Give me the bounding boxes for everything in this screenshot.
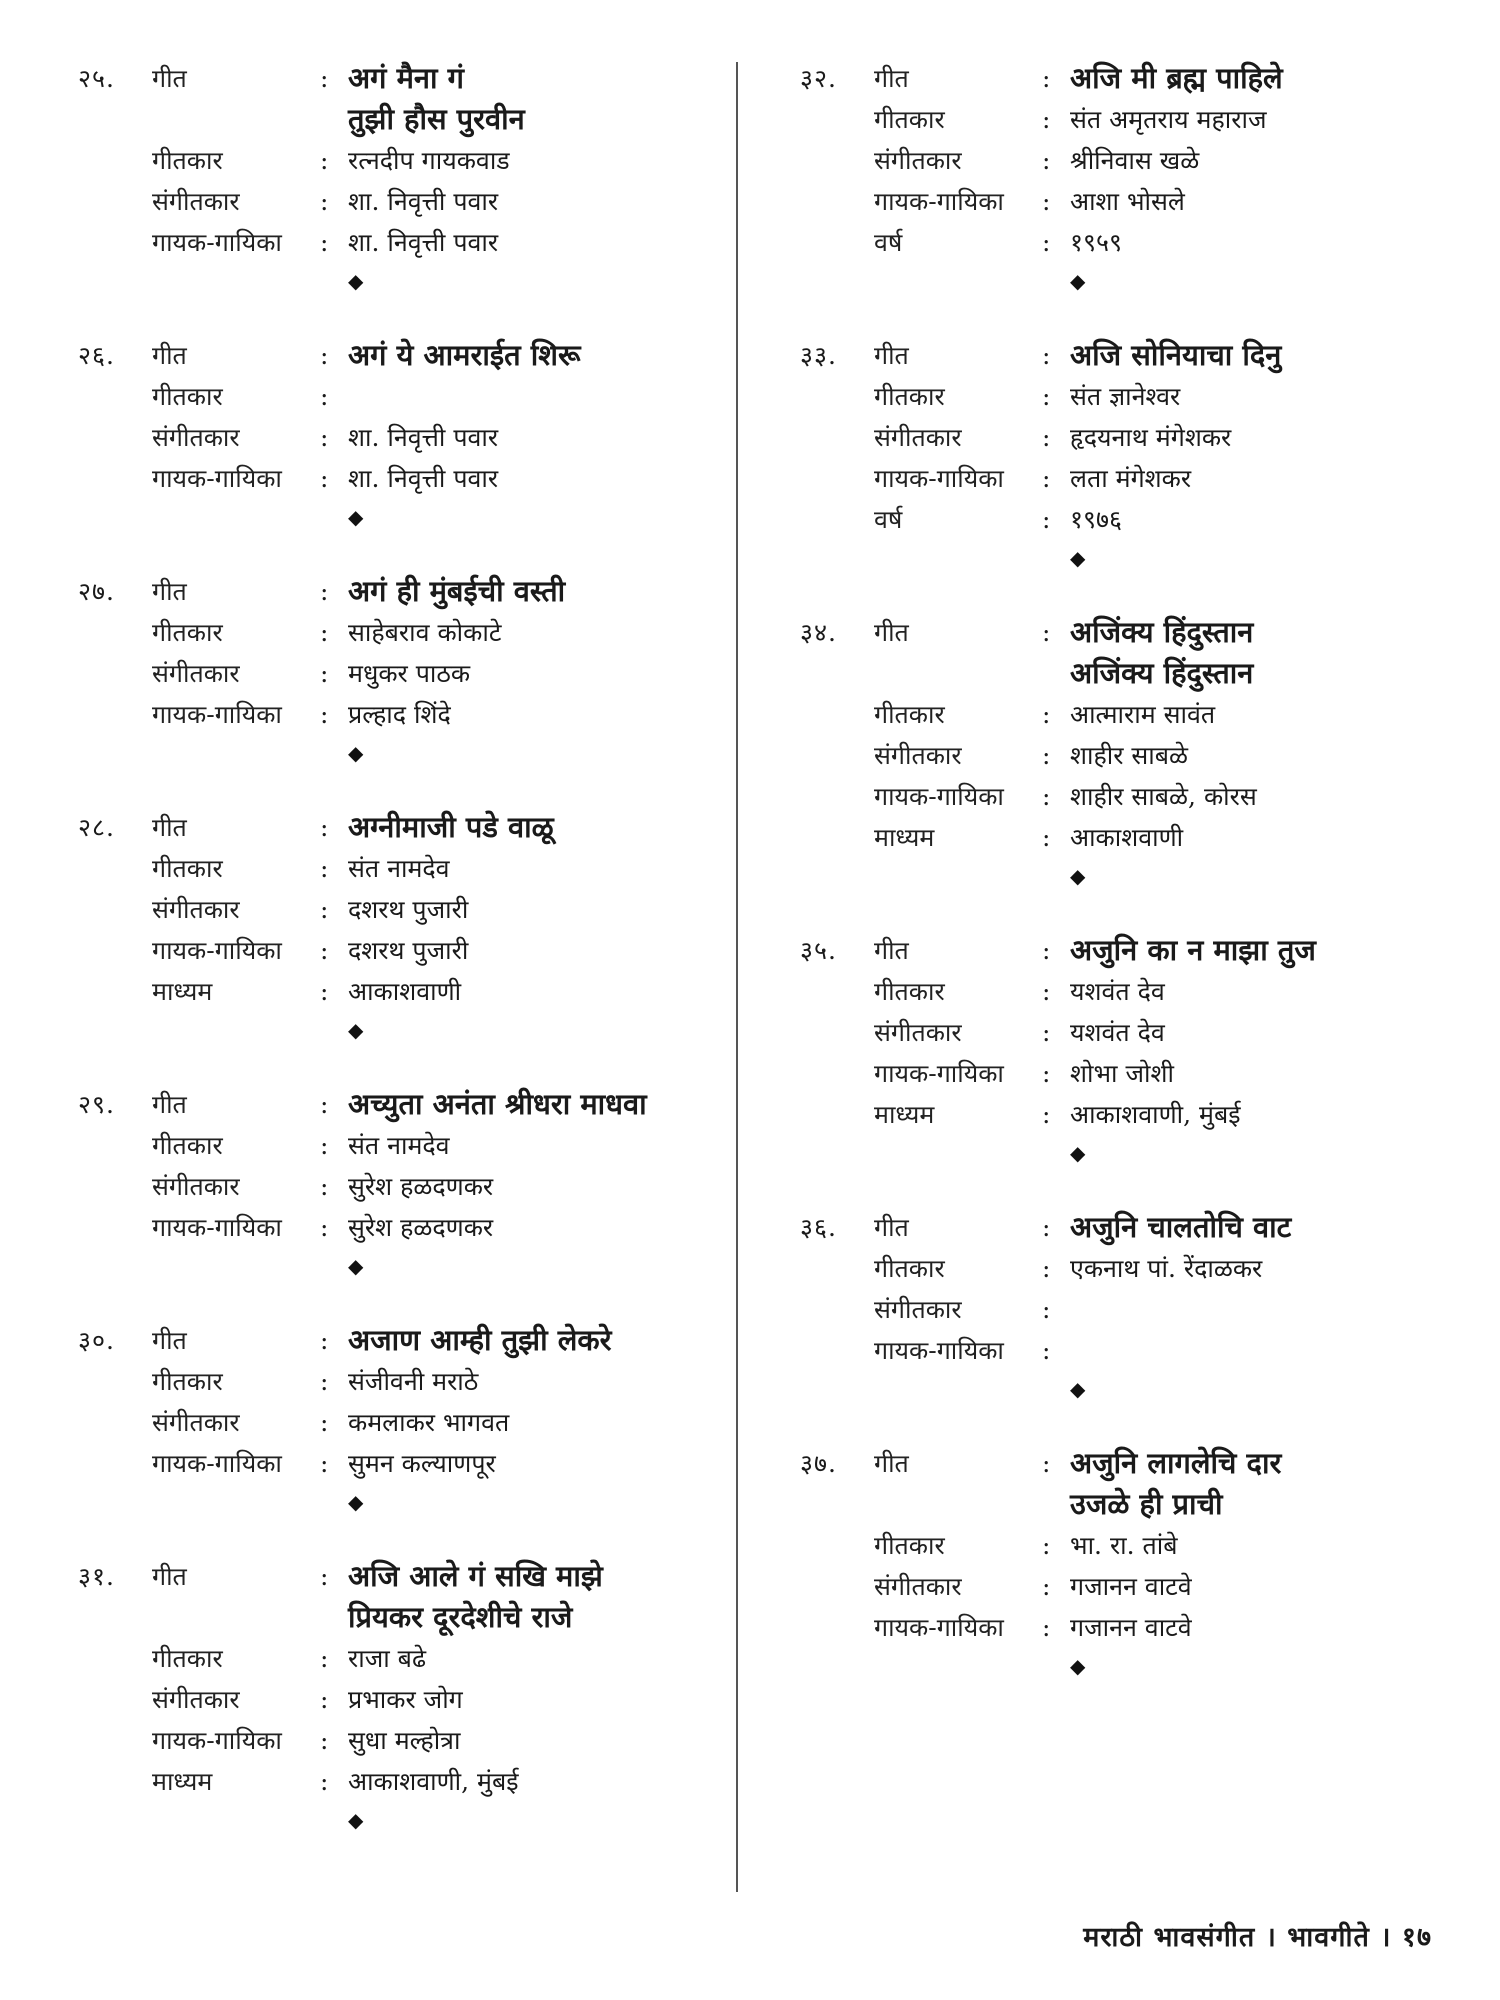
- song-title: [348, 335, 718, 376]
- field-row: [800, 140, 1420, 181]
- field-value: आकाशवाणी, मुंबई: [348, 1767, 519, 1796]
- colon: :: [320, 813, 329, 842]
- song-title-row: [800, 58, 1420, 99]
- field-label: गीतकार: [874, 1254, 945, 1283]
- colon: :: [320, 700, 329, 729]
- field-row: [78, 1443, 718, 1484]
- field-value: हृदयनाथ मंगेशकर: [1070, 423, 1232, 452]
- colon: :: [1042, 423, 1051, 452]
- field-row: [800, 1053, 1420, 1094]
- colon: :: [320, 423, 329, 452]
- colon: :: [1042, 741, 1051, 770]
- field-label: संगीतकार: [152, 1408, 240, 1437]
- field-row: [800, 1566, 1420, 1607]
- field-label: गीतकार: [152, 618, 223, 647]
- field-row: [800, 99, 1420, 140]
- colon: :: [320, 659, 329, 688]
- diamond-separator-icon: ◆: [1070, 1654, 1086, 1678]
- field-row: [78, 1638, 718, 1679]
- field-row: [78, 417, 718, 458]
- field-row: [78, 1761, 718, 1802]
- field-label: गायक-गायिका: [152, 1449, 282, 1478]
- colon: :: [320, 341, 329, 370]
- field-value: शा. निवृत्ती पवार: [348, 228, 499, 257]
- colon: :: [320, 577, 329, 606]
- field-value: संत ज्ञानेश्वर: [1070, 382, 1181, 411]
- colon: :: [1042, 1449, 1051, 1478]
- song-entry: [800, 58, 1420, 299]
- colon: :: [320, 146, 329, 175]
- song-entry: [78, 1084, 718, 1284]
- field-value: गजानन वाटवे: [1070, 1572, 1192, 1601]
- song-number: ३१.: [78, 1562, 115, 1591]
- colon: :: [320, 854, 329, 883]
- song-title-row: [800, 1207, 1420, 1248]
- song-entry: [800, 612, 1420, 894]
- song-title-line: अजुनि लागलेचि दार: [1070, 1446, 1282, 1480]
- song-title-row: [78, 58, 718, 140]
- field-row: [78, 1207, 718, 1248]
- colon: :: [320, 618, 329, 647]
- song-number: २६.: [78, 341, 115, 370]
- field-label-geet: गीत: [874, 618, 909, 647]
- colon: :: [1042, 187, 1051, 216]
- field-label: गीतकार: [152, 1131, 223, 1160]
- song-title-row: [78, 1084, 718, 1125]
- field-value: सुधा मल्होत्रा: [348, 1726, 461, 1755]
- field-row: [78, 458, 718, 499]
- song-title: [348, 1084, 718, 1125]
- field-value: एकनाथ पां. रेंदाळकर: [1070, 1254, 1263, 1283]
- field-value: शाहीर साबळे, कोरस: [1070, 782, 1257, 811]
- diamond-separator-icon: ◆: [348, 741, 364, 765]
- field-label: संगीतकार: [152, 1685, 240, 1714]
- field-label-geet: गीत: [874, 1213, 909, 1242]
- field-label-geet: गीत: [152, 1090, 187, 1119]
- diamond-separator-icon: ◆: [348, 1808, 364, 1832]
- field-row: [800, 417, 1420, 458]
- field-value: शा. निवृत्ती पवार: [348, 464, 499, 493]
- colon: :: [1042, 341, 1051, 370]
- song-title-line: अजि सोनियाचा दिनु: [1070, 338, 1282, 372]
- field-label: संगीतकार: [874, 1295, 962, 1324]
- colon: :: [1042, 700, 1051, 729]
- field-row: [78, 181, 718, 222]
- song-number: २५.: [78, 64, 115, 93]
- colon: :: [1042, 1531, 1051, 1560]
- song-entry: [78, 571, 718, 771]
- song-title-line: अगं ही मुंबईची वस्ती: [348, 574, 566, 608]
- song-title-line: तुझी हौस पुरवीन: [348, 102, 525, 136]
- diamond-separator-icon: ◆: [1070, 864, 1086, 888]
- field-row: [800, 735, 1420, 776]
- song-title-row: [800, 1443, 1420, 1525]
- colon: :: [320, 895, 329, 924]
- song-number: ३३.: [800, 341, 837, 370]
- song-entry: [78, 1556, 718, 1838]
- field-row: [800, 499, 1420, 540]
- field-label: वर्ष: [874, 505, 903, 534]
- field-label-geet: गीत: [152, 1326, 187, 1355]
- field-value: दशरथ पुजारी: [348, 936, 469, 965]
- field-row: [78, 612, 718, 653]
- song-title-line: अजुनि चालतोचि वाट: [1070, 1210, 1292, 1244]
- field-row: [78, 1125, 718, 1166]
- field-label: गायक-गायिका: [874, 187, 1004, 216]
- colon: :: [320, 936, 329, 965]
- field-label-geet: गीत: [152, 577, 187, 606]
- field-label: गायक-गायिका: [874, 1059, 1004, 1088]
- field-label: गायक-गायिका: [152, 936, 282, 965]
- field-label-geet: गीत: [152, 341, 187, 370]
- song-title: [348, 1320, 718, 1361]
- song-title-row: [78, 571, 718, 612]
- song-title: [1070, 1443, 1420, 1525]
- field-value: १९७६: [1070, 505, 1123, 534]
- field-label: गीतकार: [874, 977, 945, 1006]
- diamond-separator-icon: ◆: [1070, 1141, 1086, 1165]
- colon: :: [1042, 505, 1051, 534]
- song-title-row: [800, 335, 1420, 376]
- colon: :: [1042, 1295, 1051, 1324]
- field-label-geet: गीत: [152, 813, 187, 842]
- field-label: संगीतकार: [152, 659, 240, 688]
- colon: :: [1042, 228, 1051, 257]
- field-value: आकाशवाणी, मुंबई: [1070, 1100, 1241, 1129]
- colon: :: [1042, 1336, 1051, 1365]
- field-row: [800, 1094, 1420, 1135]
- field-row: [800, 458, 1420, 499]
- colon: :: [1042, 936, 1051, 965]
- song-title: [1070, 612, 1420, 694]
- song-number: ३०.: [78, 1326, 115, 1355]
- field-row: [78, 694, 718, 735]
- song-title: [1070, 58, 1420, 99]
- field-row: [78, 1720, 718, 1761]
- field-label: गीतकार: [874, 1531, 945, 1560]
- colon: :: [1042, 1018, 1051, 1047]
- colon: :: [1042, 105, 1051, 134]
- colon: :: [1042, 782, 1051, 811]
- song-title: [1070, 335, 1420, 376]
- field-value: यशवंत देव: [1070, 1018, 1165, 1047]
- field-row: [78, 971, 718, 1012]
- field-row: [800, 694, 1420, 735]
- field-label: संगीतकार: [874, 1572, 962, 1601]
- song-entry: [78, 807, 718, 1048]
- colon: :: [1042, 1213, 1051, 1242]
- field-value: सुरेश हळदणकर: [348, 1172, 494, 1201]
- diamond-separator-icon: ◆: [348, 269, 364, 293]
- field-value: लता मंगेशकर: [1070, 464, 1192, 493]
- field-value: आत्माराम सावंत: [1070, 700, 1216, 729]
- diamond-separator-icon: ◆: [1070, 546, 1086, 570]
- diamond-separator-icon: ◆: [348, 1018, 364, 1042]
- colon: :: [320, 228, 329, 257]
- colon: :: [320, 1090, 329, 1119]
- diamond-separator-icon: ◆: [1070, 269, 1086, 293]
- colon: :: [320, 1562, 329, 1591]
- colon: :: [320, 1213, 329, 1242]
- field-row: [78, 889, 718, 930]
- song-title-row: [800, 612, 1420, 694]
- field-label: गीतकार: [874, 700, 945, 729]
- field-label: गीतकार: [152, 146, 223, 175]
- colon: :: [320, 1644, 329, 1673]
- field-row: [78, 222, 718, 263]
- field-label: गायक-गायिका: [152, 464, 282, 493]
- colon: :: [320, 464, 329, 493]
- left-column: [78, 58, 718, 1874]
- song-title: [1070, 930, 1420, 971]
- field-value: भा. रा. तांबे: [1070, 1531, 1178, 1560]
- field-label: संगीतकार: [874, 1018, 962, 1047]
- song-title: [1070, 1207, 1420, 1248]
- right-column: [800, 58, 1420, 1720]
- song-number: २८.: [78, 813, 115, 842]
- song-number: ३४.: [800, 618, 837, 647]
- field-row: [800, 1289, 1420, 1330]
- field-value: शा. निवृत्ती पवार: [348, 187, 499, 216]
- field-value: रत्नदीप गायकवाड: [348, 146, 510, 175]
- field-label-geet: गीत: [152, 64, 187, 93]
- colon: :: [1042, 464, 1051, 493]
- song-entry: [800, 1443, 1420, 1684]
- song-entry: [800, 1207, 1420, 1407]
- field-label: माध्यम: [152, 977, 213, 1006]
- song-title-row: [78, 807, 718, 848]
- colon: :: [1042, 382, 1051, 411]
- song-title: [348, 571, 718, 612]
- song-number: २७.: [78, 577, 115, 606]
- field-label: गीतकार: [152, 1367, 223, 1396]
- field-value: शाहीर साबळे: [1070, 741, 1189, 770]
- field-row: [78, 848, 718, 889]
- column-divider: [736, 62, 738, 1892]
- song-title-line: अच्युता अनंता श्रीधरा माधवा: [348, 1087, 647, 1121]
- song-number: २९.: [78, 1090, 115, 1119]
- song-title-line: अग्नीमाजी पडे वाळू: [348, 810, 554, 844]
- field-row: [800, 222, 1420, 263]
- colon: :: [320, 1367, 329, 1396]
- field-label: संगीतकार: [874, 423, 962, 452]
- song-number: ३६.: [800, 1213, 837, 1242]
- song-title-line: अजिंक्य हिंदुस्तान: [1070, 656, 1254, 690]
- field-label: गीतकार: [874, 382, 945, 411]
- field-label: माध्यम: [874, 1100, 935, 1129]
- song-title-line: अजुनि का न माझा तुज: [1070, 933, 1316, 967]
- field-row: [800, 1248, 1420, 1289]
- song-title-line: अजाण आम्ही तुझी लेकरे: [348, 1323, 612, 1357]
- song-title-row: [800, 930, 1420, 971]
- song-entry: [78, 335, 718, 535]
- field-row: [78, 1679, 718, 1720]
- field-label: माध्यम: [874, 823, 935, 852]
- song-title: [348, 1556, 718, 1638]
- field-row: [800, 1607, 1420, 1648]
- field-value: आकाशवाणी: [348, 977, 462, 1006]
- field-label: गायक-गायिका: [152, 700, 282, 729]
- field-value: शोभा जोशी: [1070, 1059, 1174, 1088]
- song-number: ३५.: [800, 936, 837, 965]
- colon: :: [320, 1172, 329, 1201]
- field-value: संत नामदेव: [348, 1131, 450, 1160]
- colon: :: [320, 382, 329, 411]
- field-value: संत नामदेव: [348, 854, 450, 883]
- field-row: [800, 1012, 1420, 1053]
- song-title-line: अगं मैना गं: [348, 61, 464, 95]
- field-value: १९५९: [1070, 228, 1123, 257]
- song-title-line: अजि मी ब्रह्म पाहिले: [1070, 61, 1283, 95]
- colon: :: [320, 1449, 329, 1478]
- field-value: सुमन कल्याणपूर: [348, 1449, 496, 1478]
- colon: :: [320, 64, 329, 93]
- field-value: साहेबराव कोकाटे: [348, 618, 502, 647]
- field-label: गायक-गायिका: [874, 1613, 1004, 1642]
- field-value: राजा बढे: [348, 1644, 427, 1673]
- field-label-geet: गीत: [874, 1449, 909, 1478]
- song-title-line: उजळे ही प्राची: [1070, 1487, 1223, 1521]
- song-number: ३२.: [800, 64, 837, 93]
- field-label: वर्ष: [874, 228, 903, 257]
- field-row: [800, 376, 1420, 417]
- diamond-separator-icon: ◆: [348, 1254, 364, 1278]
- colon: :: [1042, 618, 1051, 647]
- field-value: श्रीनिवास खळे: [1070, 146, 1200, 175]
- colon: :: [320, 1408, 329, 1437]
- colon: :: [1042, 1059, 1051, 1088]
- field-label: गायक-गायिका: [152, 1726, 282, 1755]
- field-label: संगीतकार: [152, 423, 240, 452]
- colon: :: [320, 977, 329, 1006]
- song-title-row: [78, 335, 718, 376]
- colon: :: [320, 1726, 329, 1755]
- field-label: गायक-गायिका: [874, 464, 1004, 493]
- song-title-row: [78, 1556, 718, 1638]
- field-label-geet: गीत: [874, 64, 909, 93]
- colon: :: [1042, 977, 1051, 1006]
- field-label: गीतकार: [874, 105, 945, 134]
- field-value: प्रल्हाद शिंदे: [348, 700, 451, 729]
- field-row: [800, 1525, 1420, 1566]
- field-value: संत अमृतराय महाराज: [1070, 105, 1267, 134]
- field-label: संगीतकार: [152, 187, 240, 216]
- song-entry: [78, 1320, 718, 1520]
- field-row: [800, 776, 1420, 817]
- field-value: कमलाकर भागवत: [348, 1408, 510, 1437]
- song-title-line: अगं ये आमराईत शिरू: [348, 338, 581, 372]
- field-row: [78, 1166, 718, 1207]
- field-row: [800, 817, 1420, 858]
- colon: :: [320, 1131, 329, 1160]
- field-label: गायक-गायिका: [152, 228, 282, 257]
- field-row: [78, 653, 718, 694]
- field-row: [800, 181, 1420, 222]
- field-label: गायक-गायिका: [874, 782, 1004, 811]
- field-value: गजानन वाटवे: [1070, 1613, 1192, 1642]
- colon: :: [1042, 1100, 1051, 1129]
- diamond-separator-icon: ◆: [348, 1490, 364, 1514]
- song-title-line: प्रियकर दूरदेशीचे राजे: [348, 1600, 573, 1634]
- field-label-geet: गीत: [874, 936, 909, 965]
- field-row: [800, 971, 1420, 1012]
- song-title-row: [78, 1320, 718, 1361]
- field-row: [78, 376, 718, 417]
- field-label-geet: गीत: [874, 341, 909, 370]
- song-title: [348, 807, 718, 848]
- colon: :: [1042, 823, 1051, 852]
- field-label: गीतकार: [152, 854, 223, 883]
- field-value: सुरेश हळदणकर: [348, 1213, 494, 1242]
- field-value: आकाशवाणी: [1070, 823, 1184, 852]
- song-title: [348, 58, 718, 140]
- song-number: ३७.: [800, 1449, 837, 1478]
- field-label: गायक-गायिका: [874, 1336, 1004, 1365]
- field-row: [800, 1330, 1420, 1371]
- field-value: दशरथ पुजारी: [348, 895, 469, 924]
- colon: :: [320, 1685, 329, 1714]
- colon: :: [1042, 1572, 1051, 1601]
- field-label: संगीतकार: [152, 895, 240, 924]
- field-row: [78, 140, 718, 181]
- field-label-geet: गीत: [152, 1562, 187, 1591]
- field-value: प्रभाकर जोग: [348, 1685, 463, 1714]
- colon: :: [320, 1767, 329, 1796]
- field-value: मधुकर पाठक: [348, 659, 471, 688]
- diamond-separator-icon: ◆: [348, 505, 364, 529]
- song-title-line: अजिंक्य हिंदुस्तान: [1070, 615, 1254, 649]
- field-label: संगीतकार: [152, 1172, 240, 1201]
- page-footer: मराठी भावसंगीत । भावगीते । १७: [1083, 1922, 1432, 1953]
- field-row: [78, 1402, 718, 1443]
- field-label: संगीतकार: [874, 146, 962, 175]
- colon: :: [320, 187, 329, 216]
- field-value: आशा भोसले: [1070, 187, 1185, 216]
- field-value: यशवंत देव: [1070, 977, 1165, 1006]
- song-entry: [800, 335, 1420, 576]
- colon: :: [1042, 146, 1051, 175]
- diamond-separator-icon: ◆: [1070, 1377, 1086, 1401]
- song-entry: [800, 930, 1420, 1171]
- field-value: शा. निवृत्ती पवार: [348, 423, 499, 452]
- field-label: गायक-गायिका: [152, 1213, 282, 1242]
- field-row: [78, 1361, 718, 1402]
- field-label: संगीतकार: [874, 741, 962, 770]
- colon: :: [1042, 1613, 1051, 1642]
- field-row: [78, 930, 718, 971]
- field-label: गीतकार: [152, 382, 223, 411]
- field-label: माध्यम: [152, 1767, 213, 1796]
- song-title-line: अजि आले गं सखि माझे: [348, 1559, 603, 1593]
- field-label: गीतकार: [152, 1644, 223, 1673]
- song-entry: [78, 58, 718, 299]
- colon: :: [320, 1326, 329, 1355]
- field-value: संजीवनी मराठे: [348, 1367, 479, 1396]
- colon: :: [1042, 1254, 1051, 1283]
- colon: :: [1042, 64, 1051, 93]
